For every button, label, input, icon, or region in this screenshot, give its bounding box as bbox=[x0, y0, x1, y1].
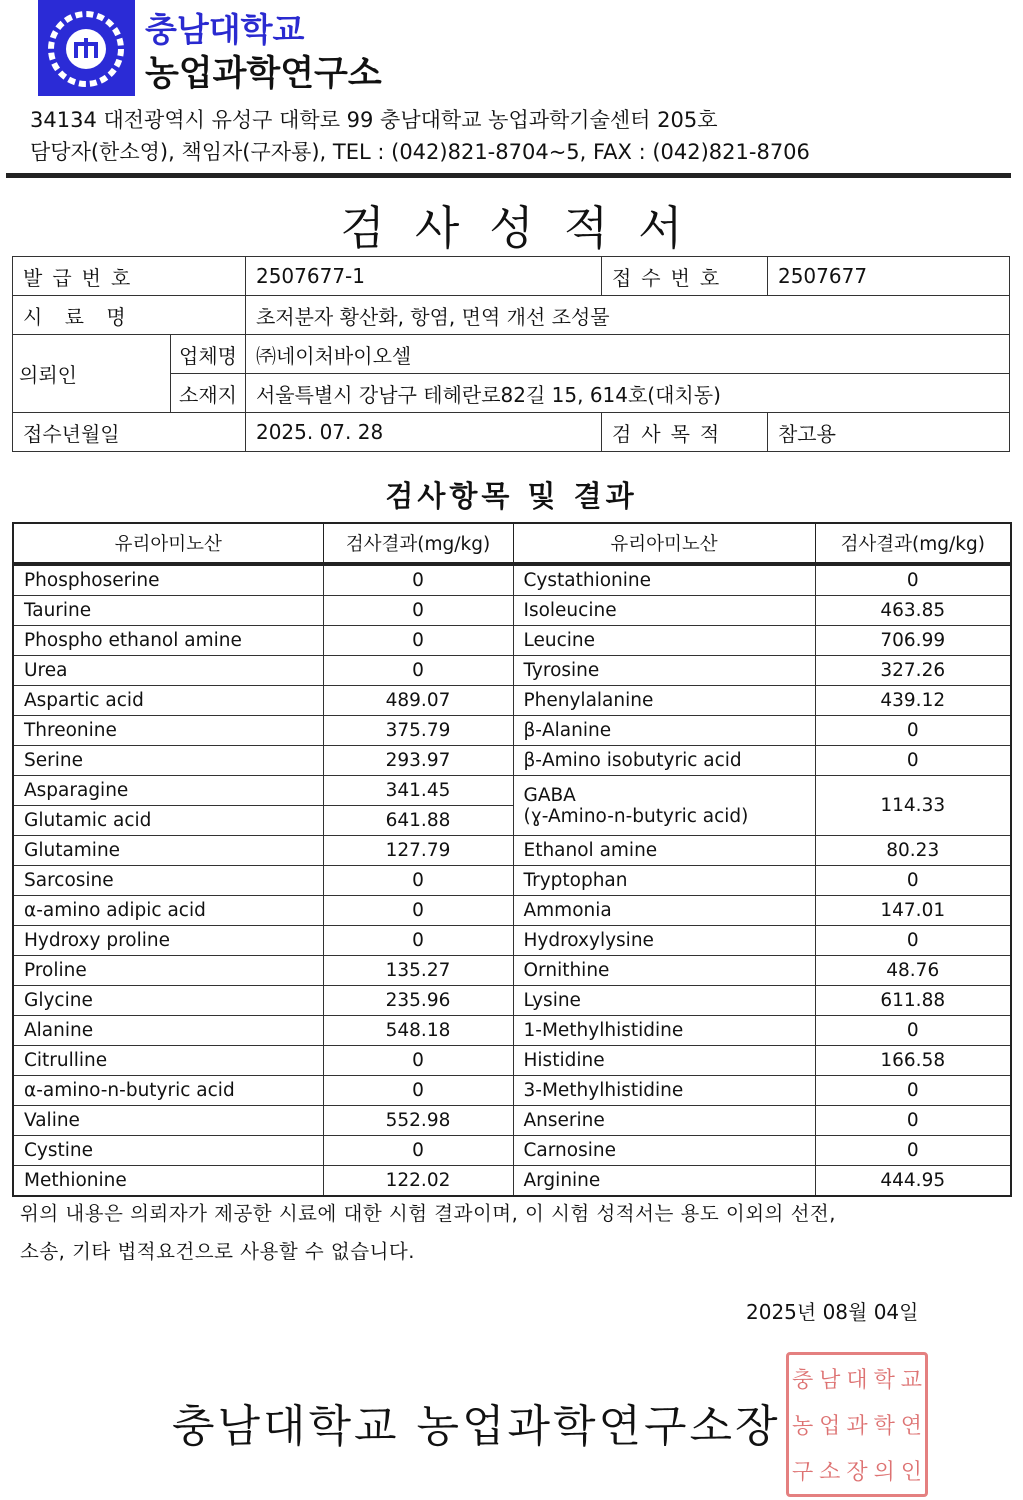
table-row bbox=[13, 596, 1011, 626]
amino-acid-name: 3-Methylhistidine bbox=[513, 1076, 815, 1106]
result-value: 641.88 bbox=[323, 806, 513, 836]
seal-char: 교 bbox=[900, 1367, 923, 1393]
seal-char: 학 bbox=[873, 1413, 895, 1439]
table-row bbox=[13, 1076, 1011, 1106]
amino-acid-name: Aspartic acid bbox=[13, 686, 323, 716]
col-header-amino-acid-right: 유리아미노산 bbox=[513, 523, 815, 564]
official-seal-icon bbox=[786, 1352, 928, 1497]
result-value: 293.97 bbox=[323, 746, 513, 776]
amino-acid-results-table bbox=[12, 522, 1012, 1197]
result-value: 0 bbox=[815, 926, 1011, 956]
result-value: 444.95 bbox=[815, 1166, 1011, 1197]
col-header-result-left: 검사결과(mg/kg) bbox=[323, 523, 513, 564]
table-row bbox=[13, 656, 1011, 686]
receipt-no-value: 2507677 bbox=[767, 257, 1009, 296]
result-value: 0 bbox=[323, 564, 513, 596]
receipt-date-value: 2025. 07. 28 bbox=[245, 413, 601, 452]
result-value: 147.01 bbox=[815, 896, 1011, 926]
amino-acid-name: β-Alanine bbox=[513, 716, 815, 746]
purpose-label: 검사목적 bbox=[601, 413, 767, 452]
result-value: 127.79 bbox=[323, 836, 513, 866]
result-value: 0 bbox=[323, 1136, 513, 1166]
purpose-value: 참고용 bbox=[767, 413, 1009, 452]
amino-acid-name: Alanine bbox=[13, 1016, 323, 1046]
seal-char: 연 bbox=[900, 1413, 923, 1439]
amino-acid-name: Threonine bbox=[13, 716, 323, 746]
result-value: 235.96 bbox=[323, 986, 513, 1016]
amino-acid-name: Carnosine bbox=[513, 1136, 815, 1166]
amino-acid-name: Taurine bbox=[13, 596, 323, 626]
result-value: 0 bbox=[323, 866, 513, 896]
header-divider bbox=[6, 173, 1011, 178]
table-row bbox=[13, 626, 1011, 656]
result-value: 0 bbox=[323, 926, 513, 956]
amino-acid-name: Hydroxylysine bbox=[513, 926, 815, 956]
result-value: 0 bbox=[815, 1106, 1011, 1136]
amino-acid-name: Urea bbox=[13, 656, 323, 686]
amino-acid-name: Valine bbox=[13, 1106, 323, 1136]
org-name-institute: 농업과학연구소 bbox=[145, 54, 382, 94]
result-value: 0 bbox=[815, 716, 1011, 746]
result-value: 327.26 bbox=[815, 656, 1011, 686]
result-value: 611.88 bbox=[815, 986, 1011, 1016]
result-value: 0 bbox=[323, 626, 513, 656]
result-value: 0 bbox=[323, 656, 513, 686]
amino-acid-name: Ammonia bbox=[513, 896, 815, 926]
result-value: 439.12 bbox=[815, 686, 1011, 716]
seal-char: 대 bbox=[846, 1367, 868, 1393]
table-row bbox=[13, 716, 1011, 746]
result-value: 0 bbox=[323, 1046, 513, 1076]
table-row bbox=[13, 926, 1011, 956]
seal-char: 장 bbox=[846, 1460, 868, 1486]
seal-char: 업 bbox=[819, 1413, 841, 1439]
sample-name-value: 초저분자 황산화, 항염, 면역 개선 조성물 bbox=[245, 296, 1009, 335]
amino-acid-name: Glutamine bbox=[13, 836, 323, 866]
result-value: 114.33 bbox=[815, 776, 1011, 836]
amino-acid-name: Glycine bbox=[13, 986, 323, 1016]
table-row bbox=[13, 1136, 1011, 1166]
table-row bbox=[13, 564, 1011, 596]
amino-acid-name: Phosphoserine bbox=[13, 564, 323, 596]
amino-acid-name: Cystine bbox=[13, 1136, 323, 1166]
table-row bbox=[13, 956, 1011, 986]
table-row bbox=[13, 746, 1011, 776]
amino-acid-name: Glutamic acid bbox=[13, 806, 323, 836]
result-value: 48.76 bbox=[815, 956, 1011, 986]
amino-acid-name: Cystathionine bbox=[513, 564, 815, 596]
result-value: 375.79 bbox=[323, 716, 513, 746]
disclaimer-line-1: 위의 내용은 의뢰자가 제공한 시료에 대한 시험 결과이며, 이 시험 성적서는 용도 이외의 선전, bbox=[20, 1202, 836, 1225]
col-header-result-right: 검사결과(mg/kg) bbox=[815, 523, 1011, 564]
seal-char: 의 bbox=[873, 1460, 895, 1486]
amino-acid-name: Tyrosine bbox=[513, 656, 815, 686]
sample-info-table bbox=[12, 256, 1010, 452]
result-value: 548.18 bbox=[323, 1016, 513, 1046]
amino-acid-name: 1-Methylhistidine bbox=[513, 1016, 815, 1046]
seal-char: 학 bbox=[873, 1367, 895, 1393]
table-row bbox=[13, 1106, 1011, 1136]
amino-acid-name: Hydroxy proline bbox=[13, 926, 323, 956]
address-line: 34134 대전광역시 유성구 대학로 99 충남대학교 농업과학기술센터 205호 bbox=[30, 108, 718, 132]
amino-acid-name: Sarcosine bbox=[13, 866, 323, 896]
result-value: 166.58 bbox=[815, 1046, 1011, 1076]
result-value: 135.27 bbox=[323, 956, 513, 986]
requester-label: 의뢰인 bbox=[13, 335, 171, 413]
company-label: 업체명 bbox=[171, 335, 246, 374]
result-value: 0 bbox=[323, 1076, 513, 1106]
amino-acid-name: Phenylalanine bbox=[513, 686, 815, 716]
amino-acid-name-line1: GABA bbox=[523, 784, 576, 806]
amino-acid-name: Histidine bbox=[513, 1046, 815, 1076]
amino-acid-name-line2: (ɣ-Amino-n-butyric acid) bbox=[523, 805, 749, 827]
issue-no-label: 발급번호 bbox=[13, 257, 246, 296]
amino-acid-name: Ethanol amine bbox=[513, 836, 815, 866]
seal-char: 농 bbox=[791, 1413, 814, 1439]
seal-char: 소 bbox=[819, 1460, 841, 1486]
table-row bbox=[13, 1016, 1011, 1046]
section-title: 검사항목 및 결과 bbox=[385, 479, 638, 513]
result-value: 0 bbox=[323, 896, 513, 926]
seal-char: 구 bbox=[791, 1460, 814, 1486]
amino-acid-name: Asparagine bbox=[13, 776, 323, 806]
receipt-date-label: 접수년월일 bbox=[13, 413, 246, 452]
receipt-no-label: 접수번호 bbox=[601, 257, 767, 296]
result-value: 0 bbox=[815, 1016, 1011, 1046]
document-title: 검사성적서 bbox=[340, 201, 713, 255]
result-value: 0 bbox=[815, 1136, 1011, 1166]
sample-name-label: 시 료 명 bbox=[13, 296, 246, 335]
seal-char: 남 bbox=[819, 1367, 841, 1393]
amino-acid-name: Phospho ethanol amine bbox=[13, 626, 323, 656]
location-label: 소재지 bbox=[171, 374, 246, 413]
table-row bbox=[13, 686, 1011, 716]
amino-acid-name: Methionine bbox=[13, 1166, 323, 1197]
table-row bbox=[13, 776, 1011, 806]
result-value: 122.02 bbox=[323, 1166, 513, 1197]
result-value: 0 bbox=[815, 1076, 1011, 1106]
table-row bbox=[13, 836, 1011, 866]
result-value: 0 bbox=[815, 564, 1011, 596]
table-row bbox=[13, 1166, 1011, 1197]
result-value: 552.98 bbox=[323, 1106, 513, 1136]
col-header-amino-acid-left: 유리아미노산 bbox=[13, 523, 323, 564]
table-row bbox=[13, 866, 1011, 896]
amino-acid-name bbox=[513, 776, 815, 836]
amino-acid-name: Anserine bbox=[513, 1106, 815, 1136]
amino-acid-name: Isoleucine bbox=[513, 596, 815, 626]
amino-acid-name: Ornithine bbox=[513, 956, 815, 986]
seal-char: 인 bbox=[900, 1460, 923, 1486]
result-value: 341.45 bbox=[323, 776, 513, 806]
org-name-university: 충남대학교 bbox=[145, 10, 305, 49]
amino-acid-name: Arginine bbox=[513, 1166, 815, 1197]
result-value: 0 bbox=[815, 746, 1011, 776]
amino-acid-name: α-amino-n-butyric acid bbox=[13, 1076, 323, 1106]
university-emblem-icon bbox=[38, 0, 135, 96]
result-value: 463.85 bbox=[815, 596, 1011, 626]
amino-acid-name: Citrulline bbox=[13, 1046, 323, 1076]
amino-acid-name: α-amino adipic acid bbox=[13, 896, 323, 926]
disclaimer-line-2: 소송, 기타 법적요건으로 사용할 수 없습니다. bbox=[20, 1240, 415, 1263]
result-value: 489.07 bbox=[323, 686, 513, 716]
contact-line: 담당자(한소영), 책임자(구자룡), TEL : (042)821-8704~5, FAX : (042)821-8706 bbox=[30, 140, 810, 164]
seal-char: 과 bbox=[846, 1413, 868, 1439]
amino-acid-name: Leucine bbox=[513, 626, 815, 656]
issue-date: 2025년 08월 04일 bbox=[746, 1300, 919, 1324]
table-row bbox=[13, 986, 1011, 1016]
table-row bbox=[13, 1046, 1011, 1076]
seal-char: 충 bbox=[791, 1367, 814, 1393]
result-value: 0 bbox=[323, 596, 513, 626]
signatory: 충남대학교 농업과학연구소장 bbox=[172, 1401, 781, 1452]
issue-no-value: 2507677-1 bbox=[245, 257, 601, 296]
result-value: 80.23 bbox=[815, 836, 1011, 866]
amino-acid-name: Tryptophan bbox=[513, 866, 815, 896]
company-value: ㈜네이처바이오셀 bbox=[245, 335, 1009, 374]
table-row bbox=[13, 896, 1011, 926]
result-value: 0 bbox=[815, 866, 1011, 896]
result-value: 706.99 bbox=[815, 626, 1011, 656]
amino-acid-name: Proline bbox=[13, 956, 323, 986]
amino-acid-name: Serine bbox=[13, 746, 323, 776]
location-value: 서울특별시 강남구 테헤란로82길 15, 614호(대치동) bbox=[245, 374, 1009, 413]
amino-acid-name: Lysine bbox=[513, 986, 815, 1016]
amino-acid-name: β-Amino isobutyric acid bbox=[513, 746, 815, 776]
